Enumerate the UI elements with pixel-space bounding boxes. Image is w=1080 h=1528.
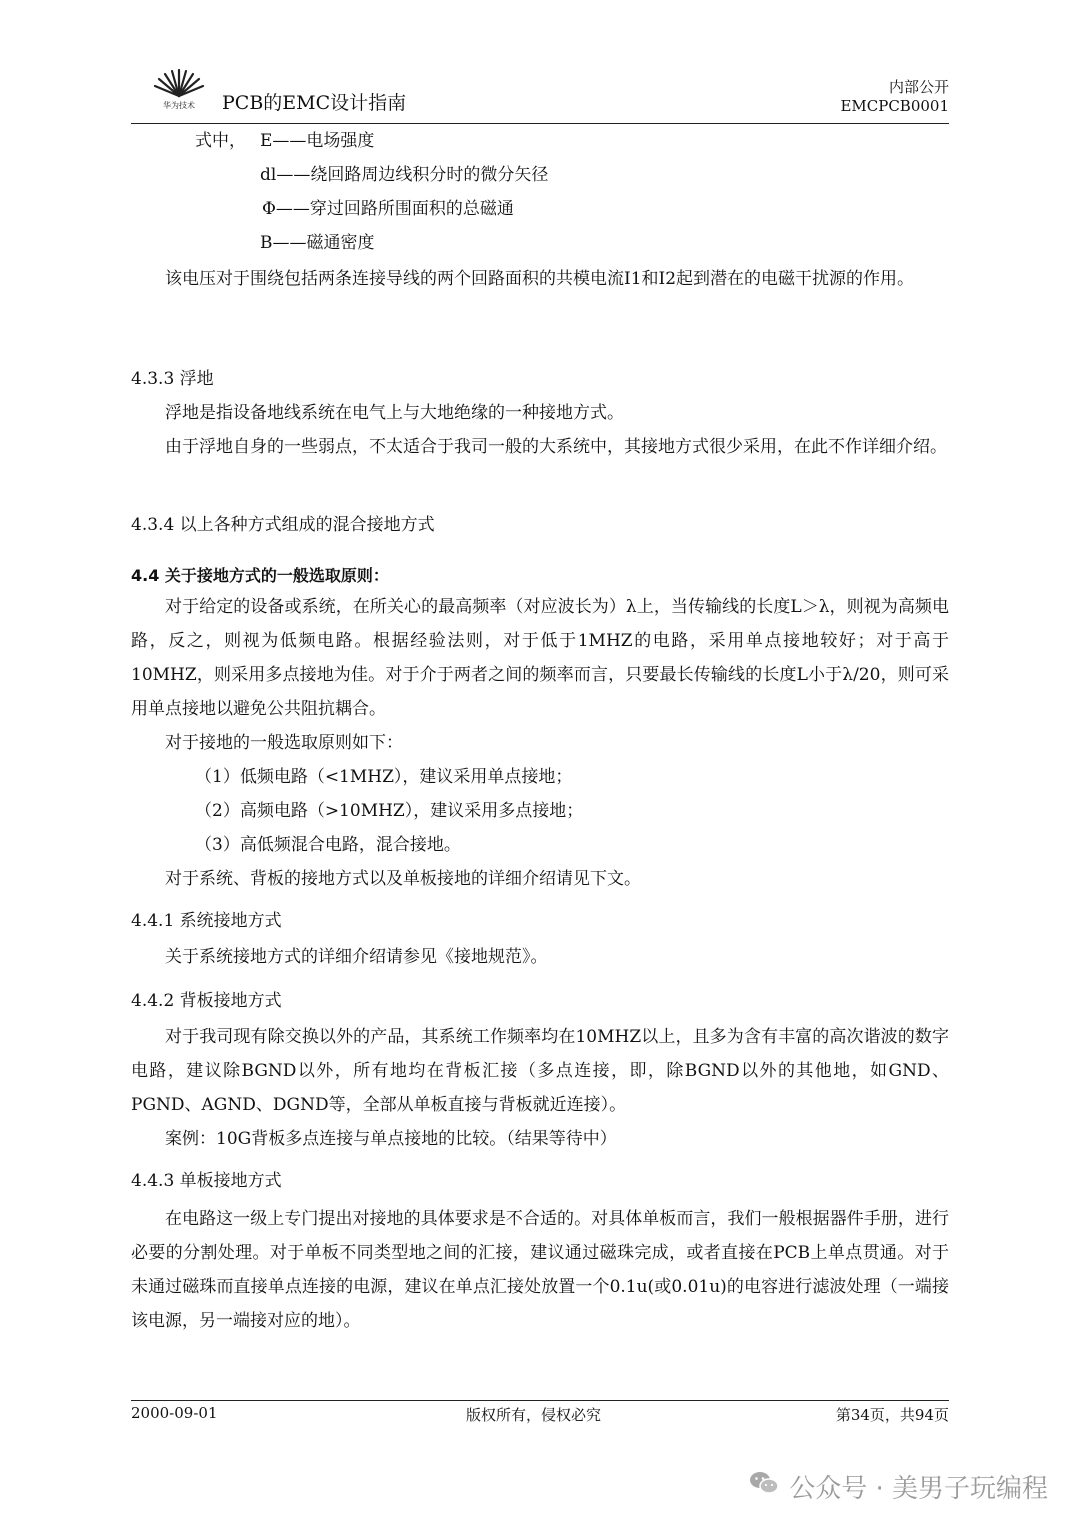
paragraph: 关于系统接地方式的详细介绍请参见《接地规范》。 <box>165 947 548 967</box>
list-item: （2）高频电路（>10MHZ），建议采用多点接地； <box>195 801 584 821</box>
section-heading-bold: 4.4 关于接地方式的一般选取原则： <box>131 566 389 585</box>
section-heading: 4.3.3 浮地 <box>131 369 214 389</box>
paragraph: 在电路这一级上专门提出对接地的具体要求是不合适的。对具体单板而言，我们一般根据器件手册，进行必要的分割处理。对于单板不同类型地之间的汇接，建议通过磁珠完成，或者直接在PCB上单点贯通。对于未通过磁珠而直接单点连接的电源，建议在单点汇接处放置一个0.1u(或0.01u)的电容进行滤波处理（一端接该电源，另一端接对应的地）。 <box>131 1209 949 1331</box>
paragraph: 对于接地的一般选取原则如下： <box>165 733 403 753</box>
section-heading: 4.4.2 背板接地方式 <box>131 991 282 1011</box>
company-logo <box>148 66 210 110</box>
document-id: EMCPCB0001 <box>840 97 949 115</box>
footer-rule <box>131 1400 949 1401</box>
logo-text: 华为技术 <box>163 101 195 110</box>
paragraph: 该电压对于围绕包括两条连接导线的两个回路面积的共模电流I1和I2起到潜在的电磁干扰源的作用。 <box>165 269 915 289</box>
definition-item: dl——绕回路周边线积分时的微分矢径 <box>260 165 549 185</box>
footer-page-number: 第34页，共94页 <box>835 1406 949 1424</box>
definition-item: Φ——穿过回路所围面积的总磁通 <box>262 199 514 219</box>
paragraph: 对于系统、背板的接地方式以及单板接地的详细介绍请见下文。 <box>165 869 641 889</box>
footer-date: 2000-09-01 <box>131 1404 218 1422</box>
formula-intro: 式中， <box>195 131 246 151</box>
footer-copyright: 版权所有，侵权必究 <box>466 1406 602 1424</box>
wechat-icon <box>749 1470 779 1503</box>
watermark <box>749 1468 1048 1505</box>
section-heading: 4.3.4 以上各种方式组成的混合接地方式 <box>131 515 435 535</box>
definition-item: B——磁通密度 <box>260 233 375 253</box>
paragraph: 案例：10G背板多点连接与单点接地的比较。（结果等待中） <box>165 1129 617 1149</box>
classification-label: 内部公开 <box>888 78 949 96</box>
section-heading: 4.4.3 单板接地方式 <box>131 1171 282 1191</box>
watermark-text: 公众号 · 美男子玩编程 <box>789 1474 1048 1504</box>
definition-item: E——电场强度 <box>260 131 375 151</box>
paragraph: 浮地是指设备地线系统在电气上与大地绝缘的一种接地方式。 <box>165 403 624 423</box>
paragraph: 对于给定的设备或系统，在所关心的最高频率（对应波长为）λ上，当传输线的长度L＞λ，则视为高频电路，反之，则视为低频电路。根据经验法则，对于低于1MHZ的电路，采用单点接地较好；对于高于10MHZ，则采用多点接地为佳。对于介于两者之间的频率而言，只要最长传输线的长度L小于λ/20，则可采用单点接地以避免公共阻抗耦合。 <box>131 597 949 719</box>
paragraph: 由于浮地自身的一些弱点，不太适合于我司一般的大系统中，其接地方式很少采用，在此不作详细介绍。 <box>165 437 947 457</box>
paragraph: 对于我司现有除交换以外的产品，其系统工作频率均在10MHZ以上，且多为含有丰富的高次谐波的数字电路，建议除BGND以外，所有地均在背板汇接（多点连接，即，除BGND以外的其他地，如GND、PGND、AGND、DGND等，全部从单板直接与背板就近连接）。 <box>131 1027 949 1115</box>
document-title: PCB的EMC设计指南 <box>222 92 407 114</box>
section-heading: 4.4.1 系统接地方式 <box>131 911 282 931</box>
list-item: （3）高低频混合电路，混合接地。 <box>195 835 461 855</box>
header-rule <box>131 123 949 124</box>
list-item: （1）低频电路（<1MHZ），建议采用单点接地； <box>195 767 573 787</box>
